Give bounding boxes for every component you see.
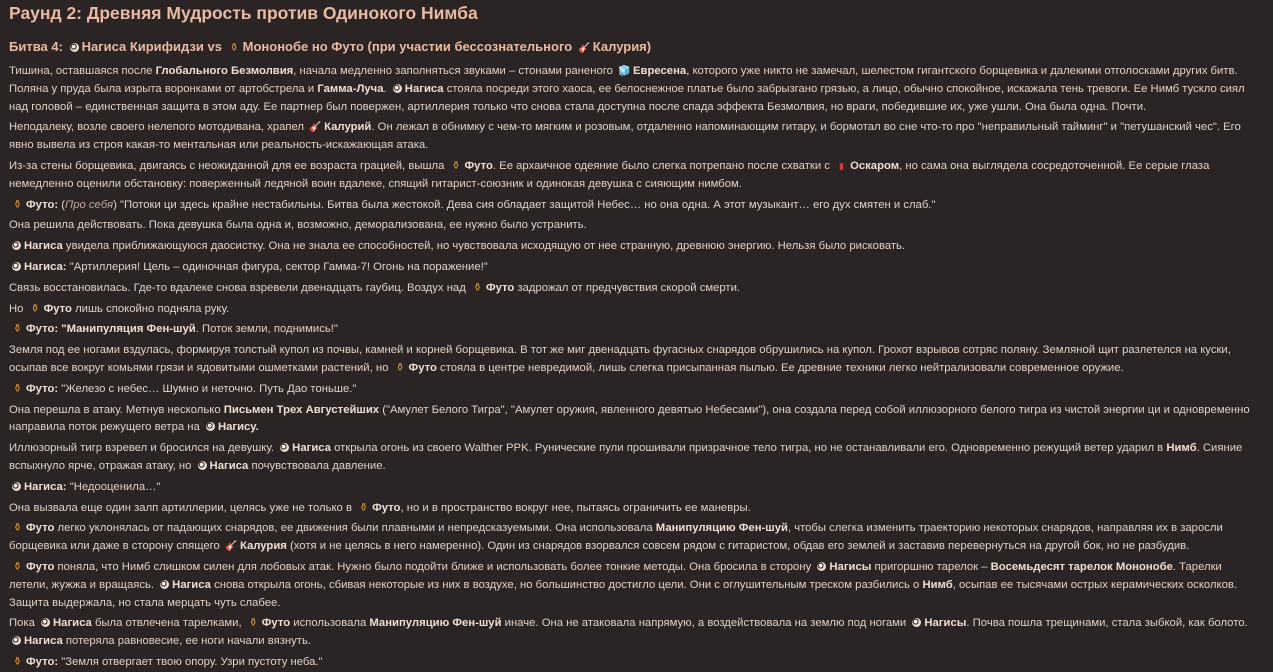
- text-run: Иллюзорный тигр взревел и бросился на девушку.: [9, 442, 278, 455]
- text-run: . Ее архаичное одеяние было слегка потрепано после схватки с: [492, 159, 834, 172]
- text-run: задрожал от предчувствия скорой смерти.: [514, 281, 741, 294]
- futo-flame-icon: ⚱: [12, 382, 23, 395]
- nagisa-coin-icon: [12, 482, 21, 491]
- bold-term: Нагиса: [292, 442, 331, 455]
- bold-term: Нимб: [922, 578, 953, 591]
- text-run: "Артиллерия! Цель – одиночная фигура, сектор Гамма-7! Огонь на поражение!": [66, 260, 488, 273]
- futo-flame-icon: ⚱: [12, 655, 23, 668]
- bold-term: Нимб: [1166, 442, 1197, 455]
- text-run: Неподалеку, возле своего нелепого мотодивана, храпел: [9, 121, 308, 134]
- text-run: , которого уже никто не замечал, шелестом гигантского борщевика и далекими отголосками других битв. Поляна у пруда была изрыта воронками от артобстрела и: [9, 65, 1238, 95]
- bold-term: Нагиса: [53, 617, 92, 630]
- text-run: .: [383, 82, 390, 95]
- text-run: Она решила действовать. Пока девушка была одна и, возможно, деморализована, ее нужно было устранить.: [9, 219, 587, 232]
- text-run: увидела приближающуюся даосистку. Она не знала ее способностей, но чувствовала исходящую от нее странную, древнюю энергию. Нельзя было рисковать.: [62, 240, 906, 253]
- text-run: Земля под ее ногами вздулась, формируя толстый купол из почвы, камней и корней борщевика. В тот же миг двенадцать фугасных снарядов обрушились на купол. Грохот взрывов сотряс поляну. Земляной щит разлетелся на куски, осыпав все вокруг комьями грязи и ядовитыми ошметками растений, но: [9, 344, 1231, 374]
- bold-term: Футо:: [26, 382, 59, 395]
- narrative-paragraph: [9, 520, 1264, 556]
- bold-term: Футо: [43, 302, 72, 315]
- text-run: Из-за стены борщевика, двигаясь с неожиданной для ее возраста грацией, вышла: [9, 159, 448, 172]
- bold-term: Калурий: [324, 121, 372, 134]
- futo-flame-icon: ⚱: [359, 501, 369, 514]
- battle-narrative: [9, 63, 1264, 672]
- nagisa-coin-icon: [160, 580, 169, 589]
- evresen-ice-cube-icon: 🧊: [618, 66, 631, 77]
- bold-term: Футо: [26, 560, 55, 573]
- narrative-paragraph: [9, 280, 1264, 298]
- narrative-paragraph: [9, 615, 1264, 651]
- bold-term: Оскаром: [850, 159, 900, 172]
- bold-term: Нагиса:: [24, 260, 67, 273]
- text-run: , начала медленно заполняться звуками – стонами раненого: [293, 65, 617, 77]
- futo-flame-icon: ⚱: [248, 617, 258, 630]
- bold-term: Евресена: [633, 65, 687, 77]
- text-run: поняла, что Нимб слишком силен для лобовых атак. Нужно было подойти ближе и использовать более тонкие методы. Она бросила в сторону: [54, 560, 815, 573]
- text-run: стояла посреди этого хаоса, ее белоснежное платье было забрызгано грязью, а лицо, обычно спокойное, искажала тень тревоги. Ее Нимб тускло сиял над головой – единственная защита в этом аду. Ее партнер был повержен, артиллерия только что снова стала доступна после спада эффекта Безмолвия, но враги, победившие их, уже ушли. Она была одна. Почти.: [9, 82, 1245, 113]
- bold-term: Футо: [26, 522, 55, 535]
- futo-flame-icon: ⚱: [12, 560, 23, 573]
- text-run: потеряла равновесие, ее ноги начали вязнуть.: [62, 635, 312, 648]
- futo-flame-icon: ⚱: [395, 361, 405, 374]
- narrative-paragraph: [9, 63, 1264, 116]
- text-run: "Земля отвергает твою опору. Узри пустоту неба.": [58, 655, 323, 668]
- text-run: . Он лежал в обнимку с чем-то мягким и розовым, отдаленно напоминающим гитару, и бормотал во сне что-то про "неправильный тайминг" и "петушанский чес". Его явно вывела из строя какая-то ментальная или реальность-искажающая атака.: [9, 121, 1241, 152]
- bold-term: Футо: [261, 617, 291, 630]
- bold-term: Письмен Трех Августейших: [223, 403, 380, 416]
- versus-label: vs: [207, 39, 223, 54]
- narrative-paragraph: [9, 342, 1264, 378]
- italic-aside: Про себя: [65, 198, 114, 211]
- narrative-paragraph: [9, 217, 1264, 235]
- battle-header: [9, 38, 1264, 55]
- text-run: снова открыла огонь, сбивая некоторые из них в воздухе, но большинство достигло цели. Они с оглушительным треском разбились о: [210, 578, 923, 591]
- narrative-paragraph: [9, 479, 1264, 497]
- text-run: ("Амулет Белого Тигра", "Амулет оружия, явленного девятью Небесами"), она создала перед собой иллюзорного белого тигра из чистой энергии ци и одновременно направила поток режущего ветра на: [9, 403, 1250, 434]
- narrative-paragraph: [9, 500, 1264, 518]
- narrative-paragraph: [9, 238, 1264, 256]
- bold-term: Нагиса: [24, 635, 63, 648]
- nagisa-coin-icon: [70, 43, 79, 52]
- nagisa-coin-icon: [12, 636, 21, 645]
- narrative-paragraph: [9, 654, 1264, 672]
- text-run: . Поток земли, поднимись!": [195, 323, 338, 336]
- text-run: почувствовала давление.: [248, 459, 386, 472]
- nagisa-coin-icon: [912, 618, 921, 627]
- text-run: использовала: [290, 617, 370, 630]
- nagisa-coin-icon: [280, 443, 289, 452]
- text-run: открыла огонь из своего Walther PPK. Рунические пули прошивали призрачное тело тигра, но не останавливали его. Одновременно режущий ветер ударил в: [330, 442, 1167, 455]
- bold-term: Нагиса: [172, 578, 211, 591]
- bold-term: Нагисы: [924, 617, 967, 630]
- text-run: , чтобы слегка изменить траекторию некоторых снарядов, направляя их в заросли борщевика или даже в сторону спящего: [9, 522, 1223, 553]
- text-run: лишь спокойно подняла руку.: [71, 302, 230, 315]
- bold-term: Футо: [485, 281, 515, 294]
- bold-term: Футо: [372, 501, 401, 514]
- narrative-paragraph: [9, 158, 1264, 194]
- text-run: Связь восстановилась. Где-то вдалеке снова взревели двенадцать гаубиц. Воздух над: [9, 281, 469, 294]
- futo-flame-icon: ⚱: [30, 302, 40, 315]
- text-run: Пока: [9, 617, 39, 630]
- bold-term: Манипуляцию Фен-шуй: [655, 522, 788, 535]
- bold-term: Калурия: [239, 540, 287, 553]
- participant-name: Калурия: [592, 39, 647, 54]
- kaluria-guitar-icon: 🎸: [309, 122, 322, 134]
- participant-note-close: ): [646, 39, 652, 54]
- bold-term: Футо:: [26, 655, 59, 668]
- narrative-paragraph: [9, 402, 1264, 438]
- narrative-paragraph: [9, 259, 1264, 277]
- bold-term: Футо: [464, 159, 493, 172]
- text-run: пригоршню тарелок –: [871, 560, 991, 573]
- nagisa-coin-icon: [198, 461, 207, 470]
- text-run: стояла в центре невредимой, лишь слегка присыпанная пылью. Ее древние техники легко нейтрализовали современное оружие.: [436, 361, 1124, 374]
- text-run: Она вызвала еще один залп артиллерии, целясь уже не только в: [9, 501, 356, 514]
- nagisa-coin-icon: [817, 562, 826, 571]
- participant-note-open: (при участии бессознательного: [367, 39, 573, 54]
- bold-term: Нагиса: [24, 240, 63, 253]
- text-run: Она перешла в атаку. Метнув несколько: [9, 403, 224, 416]
- fighter-2-name: Мононобе но Футо: [242, 39, 364, 54]
- text-run: , но и в пространство вокруг нее, пытаясь ограничить ее маневры.: [400, 501, 751, 514]
- text-run: . Почва пошла трещинами, стала зыбкой, как болото.: [966, 617, 1248, 630]
- narrative-paragraph: [9, 301, 1264, 319]
- narrative-paragraph: [9, 197, 1264, 215]
- bold-term: Восемьдесят тарелок Мононобе: [990, 560, 1173, 573]
- narrative-paragraph: [9, 381, 1264, 399]
- text-run: (хотя и не целясь в него намеренно). Один из снарядов взорвался совсем рядом с гитаристом, обдав его землей и заставив перевернуться на другой бок, но не разбудив.: [286, 540, 1190, 553]
- text-run: легко уклонялась от падающих снарядов, ее движения были плавными и непредсказуемыми. Она использовала: [54, 522, 656, 535]
- text-run: "Недооценила…": [66, 480, 161, 493]
- kaluria-guitar-icon: 🎸: [578, 43, 591, 54]
- bold-term: Гамма-Луча: [317, 82, 384, 95]
- fighter-1-name: Нагиса Кирифидзи: [81, 39, 204, 54]
- futo-flame-icon: ⚱: [12, 198, 23, 211]
- text-run: , но сама она выглядела сосредоточенной. Ее серые глаза немедленно оценили обстановку: поверженный ледяной воин вдалеке, спящий гитарист-союзник и одинокая девушка с сияющим нимбом.: [9, 159, 1210, 190]
- futo-flame-icon: ⚱: [12, 323, 23, 336]
- futo-flame-icon: ⚱: [12, 522, 23, 535]
- bold-term: Глобального Безмолвия: [155, 65, 294, 77]
- text-run: ) "Потоки ци здесь крайне нестабильны. Битва была жестокой. Дева сия обладает защитой Небес… но она одна. А этот музыкант… его дух смятен и слаб.": [113, 198, 936, 211]
- battle-number: Битва 4:: [9, 39, 63, 54]
- kaluria-guitar-icon: 🎸: [225, 541, 238, 553]
- page-title: Раунд 2: Древняя Мудрость против Одинокого Нимба: [9, 3, 478, 23]
- bold-term: Нагиса: [404, 82, 444, 95]
- nagisa-coin-icon: [393, 84, 402, 93]
- futo-flame-icon: ⚱: [229, 42, 239, 54]
- bold-term: Нагиса:: [24, 480, 67, 493]
- nagisa-coin-icon: [12, 262, 21, 271]
- narrative-paragraph: [9, 559, 1264, 612]
- text-run: Но: [9, 302, 27, 315]
- bold-term: Футо: "Манипуляция Фен-шуй: [26, 323, 196, 336]
- futo-flame-icon: ⚱: [451, 159, 461, 172]
- text-run: была отвлечена тарелками,: [91, 617, 245, 630]
- text-run: иначе. Она не атаковала напрямую, а воздействовала на землю под ногами: [501, 617, 910, 630]
- bold-term: Нагиса: [209, 459, 249, 472]
- text-run: (: [58, 198, 66, 211]
- text-run: . Сияние вспыхнуло ярче, отражая атаку, но: [9, 442, 1243, 472]
- text-run: , осыпав ее тысячами острых керамических осколков. Защита выдержала, но стала мерцать чуть слабее.: [9, 578, 1238, 609]
- text-run: "Железо с небес… Шумно и неточно. Путь Дао тоньше.": [58, 382, 357, 395]
- bold-term: Манипуляцию Фен-шуй: [369, 617, 502, 630]
- bold-term: Нагисы: [829, 560, 872, 573]
- nagisa-coin-icon: [12, 241, 21, 250]
- text-run: . Тарелки летели, жужжа и вращаясь.: [9, 560, 1222, 591]
- oskar-book-icon: ▮: [839, 160, 845, 171]
- bold-term: Футо:: [26, 198, 59, 211]
- futo-flame-icon: ⚱: [472, 281, 483, 294]
- bold-term: Футо: [408, 361, 437, 374]
- narrative-paragraph: [9, 119, 1264, 155]
- nagisa-coin-icon: [206, 422, 215, 431]
- narrative-paragraph: [9, 321, 1264, 339]
- narrative-paragraph: [9, 440, 1264, 476]
- nagisa-coin-icon: [41, 618, 50, 627]
- text-run: Тишина, оставшаяся после: [9, 65, 156, 77]
- bold-term: Нагису.: [217, 421, 259, 434]
